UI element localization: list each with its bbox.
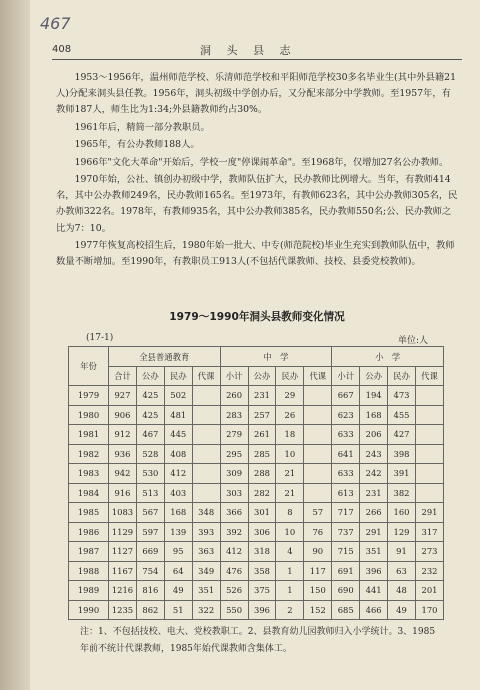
header-rule xyxy=(52,59,462,60)
value-cell: 285 xyxy=(248,444,276,464)
value-cell: 513 xyxy=(136,483,164,503)
value-cell: 481 xyxy=(164,405,192,425)
header-sub: 民办 xyxy=(388,367,416,386)
value-cell: 168 xyxy=(164,503,192,523)
value-cell: 231 xyxy=(360,483,388,503)
value-cell: 273 xyxy=(415,542,443,562)
value-cell: 916 xyxy=(109,483,137,503)
value-cell xyxy=(192,405,220,425)
value-cell: 467 xyxy=(136,425,164,445)
header-sub: 代课 xyxy=(415,367,443,386)
page-number: 408 xyxy=(52,44,72,55)
value-cell: 613 xyxy=(332,483,360,503)
value-cell: 396 xyxy=(360,561,388,581)
value-cell: 64 xyxy=(164,561,192,581)
value-cell: 927 xyxy=(109,386,137,406)
year-cell: 1982 xyxy=(69,444,109,464)
value-cell: 633 xyxy=(332,464,360,484)
header-sub: 小计 xyxy=(332,367,360,386)
value-cell: 21 xyxy=(276,464,304,484)
value-cell: 412 xyxy=(220,542,248,562)
value-cell xyxy=(415,444,443,464)
value-cell: 441 xyxy=(360,581,388,601)
value-cell: 283 xyxy=(220,405,248,425)
value-cell: 351 xyxy=(360,542,388,562)
value-cell: 291 xyxy=(360,522,388,542)
value-cell: 1216 xyxy=(109,581,137,601)
value-cell: 26 xyxy=(276,405,304,425)
value-cell: 715 xyxy=(332,542,360,562)
value-cell: 393 xyxy=(192,522,220,542)
value-cell: 18 xyxy=(276,425,304,445)
value-cell: 476 xyxy=(220,561,248,581)
year-cell: 1988 xyxy=(69,561,109,581)
value-cell: 49 xyxy=(388,600,416,620)
table-row xyxy=(69,503,444,523)
value-cell: 348 xyxy=(192,503,220,523)
value-cell: 129 xyxy=(388,522,416,542)
table-row xyxy=(69,425,444,445)
teacher-table xyxy=(68,346,444,620)
value-cell: 375 xyxy=(248,581,276,601)
paragraph: 1966年"文化大革命"开始后，学校一度"停课闹革命"。至1968年，仅增加27名公办教师。 xyxy=(74,156,449,168)
value-cell: 685 xyxy=(332,600,360,620)
value-cell: 4 xyxy=(276,542,304,562)
year-cell: 1979 xyxy=(69,386,109,406)
value-cell: 160 xyxy=(388,503,416,523)
value-cell: 139 xyxy=(164,522,192,542)
header-group-middle: 中 学 xyxy=(220,347,332,367)
handwritten-page-mark: 467 xyxy=(40,14,71,33)
value-cell: 528 xyxy=(136,444,164,464)
value-cell: 502 xyxy=(164,386,192,406)
table-row xyxy=(69,522,444,542)
value-cell: 1127 xyxy=(109,542,137,562)
value-cell: 117 xyxy=(304,561,332,581)
value-cell: 906 xyxy=(109,405,137,425)
header-sub: 公办 xyxy=(248,367,276,386)
value-cell: 412 xyxy=(164,464,192,484)
value-cell: 936 xyxy=(109,444,137,464)
value-cell: 425 xyxy=(136,405,164,425)
year-cell: 1989 xyxy=(69,581,109,601)
value-cell: 282 xyxy=(248,483,276,503)
value-cell: 1 xyxy=(276,581,304,601)
paragraph: 1953～1956年，温州师范学校、乐清师范学校和平阳师范学校30多名毕业生(其中外县籍21人)分配来洞头县任教。1956年，洞头初级中学创办后，又分配来部分中学教师。至1957年，有教师187人，师生比为1:34;外县籍教师约占30%。 xyxy=(56,72,456,116)
header-sub: 代课 xyxy=(304,367,332,386)
value-cell: 288 xyxy=(248,464,276,484)
value-cell: 63 xyxy=(388,561,416,581)
header-sub: 代课 xyxy=(192,367,220,386)
value-cell: 309 xyxy=(220,464,248,484)
value-cell xyxy=(415,386,443,406)
value-cell: 57 xyxy=(304,503,332,523)
header-group-primary: 小 学 xyxy=(332,347,444,367)
table-row xyxy=(69,600,444,620)
value-cell: 623 xyxy=(332,405,360,425)
value-cell: 152 xyxy=(304,600,332,620)
value-cell xyxy=(415,405,443,425)
value-cell: 10 xyxy=(276,522,304,542)
value-cell: 10 xyxy=(276,444,304,464)
header-sub: 民办 xyxy=(276,367,304,386)
table-row xyxy=(69,483,444,503)
value-cell: 232 xyxy=(415,561,443,581)
running-head: 洞 头 县 志 xyxy=(200,44,297,57)
paragraph: 1977年恢复高校招生后，1980年始一批大、中专(师范院校)毕业生充实到教师队伍中，教师数量不断增加。至1990年，有教职员工913人(不包括代课教师、技校、县委党校教师)。 xyxy=(56,239,455,268)
value-cell: 303 xyxy=(220,483,248,503)
value-cell: 526 xyxy=(220,581,248,601)
year-cell: 1981 xyxy=(69,425,109,445)
value-cell: 425 xyxy=(136,386,164,406)
table-row xyxy=(69,581,444,601)
value-cell: 912 xyxy=(109,425,137,445)
value-cell: 90 xyxy=(304,542,332,562)
value-cell: 260 xyxy=(220,386,248,406)
header-sub: 公办 xyxy=(136,367,164,386)
header-sub: 小计 xyxy=(220,367,248,386)
value-cell xyxy=(192,464,220,484)
year-cell: 1990 xyxy=(69,600,109,620)
value-cell: 737 xyxy=(332,522,360,542)
year-cell: 1980 xyxy=(69,405,109,425)
value-cell: 363 xyxy=(192,542,220,562)
value-cell: 391 xyxy=(388,464,416,484)
value-cell: 754 xyxy=(136,561,164,581)
value-cell: 257 xyxy=(248,405,276,425)
header-group-all: 全县普通教育 xyxy=(109,347,221,367)
value-cell: 597 xyxy=(136,522,164,542)
value-cell: 201 xyxy=(415,581,443,601)
value-cell: 243 xyxy=(360,444,388,464)
value-cell: 366 xyxy=(220,503,248,523)
year-cell: 1983 xyxy=(69,464,109,484)
value-cell: 21 xyxy=(276,483,304,503)
value-cell: 403 xyxy=(164,483,192,503)
table-unit: 单位:人 xyxy=(398,336,429,346)
table-number: (17-1) xyxy=(86,333,114,343)
value-cell: 717 xyxy=(332,503,360,523)
value-cell: 690 xyxy=(332,581,360,601)
table-row xyxy=(69,542,444,562)
value-cell: 8 xyxy=(276,503,304,523)
value-cell: 279 xyxy=(220,425,248,445)
value-cell: 76 xyxy=(304,522,332,542)
value-cell xyxy=(192,483,220,503)
value-cell: 669 xyxy=(136,542,164,562)
value-cell xyxy=(415,464,443,484)
table-row xyxy=(69,561,444,581)
table-title: 1979～1990年洞头县教师变化情况 xyxy=(169,311,345,323)
value-cell xyxy=(304,483,332,503)
value-cell: 242 xyxy=(360,464,388,484)
table-notes xyxy=(80,624,460,658)
value-cell: 408 xyxy=(164,444,192,464)
value-cell: 48 xyxy=(388,581,416,601)
value-cell: 301 xyxy=(248,503,276,523)
value-cell: 427 xyxy=(388,425,416,445)
value-cell: 530 xyxy=(136,464,164,484)
value-cell: 445 xyxy=(164,425,192,445)
value-cell xyxy=(304,444,332,464)
year-cell: 1985 xyxy=(69,503,109,523)
value-cell: 170 xyxy=(415,600,443,620)
header-sub: 合计 xyxy=(109,367,137,386)
value-cell: 550 xyxy=(220,600,248,620)
value-cell: 382 xyxy=(388,483,416,503)
value-cell: 306 xyxy=(248,522,276,542)
body-text xyxy=(56,70,458,272)
paragraph: 1965年，有公办教师188人。 xyxy=(74,139,200,151)
value-cell: 392 xyxy=(220,522,248,542)
value-cell: 95 xyxy=(164,542,192,562)
header-sub: 民办 xyxy=(164,367,192,386)
value-cell: 466 xyxy=(360,600,388,620)
value-cell: 29 xyxy=(276,386,304,406)
value-cell xyxy=(192,425,220,445)
value-cell: 942 xyxy=(109,464,137,484)
value-cell: 398 xyxy=(388,444,416,464)
paragraph: 1970年始，公社、镇创办初级中学，教师队伍扩大，民办教师比例增大。当年，有教师414名，其中公办教师249名，民办教师165名。至1973年，有教师623名，其中公办教师305名，民办教师322名。1978年，有教师935名，其中公办教师385名，民办教师550名;公、民办教师之比为7：10。 xyxy=(56,173,458,234)
paragraph: 1961年后，精简一部分教职员。 xyxy=(74,121,210,133)
value-cell: 691 xyxy=(332,561,360,581)
value-cell xyxy=(304,464,332,484)
note-line: 年前不统计代课教师，1985年始代课教师含集体工。 xyxy=(80,644,292,654)
value-cell xyxy=(192,444,220,464)
value-cell xyxy=(304,405,332,425)
value-cell: 261 xyxy=(248,425,276,445)
value-cell xyxy=(192,386,220,406)
value-cell: 266 xyxy=(360,503,388,523)
value-cell: 51 xyxy=(164,600,192,620)
value-cell: 816 xyxy=(136,581,164,601)
value-cell: 633 xyxy=(332,425,360,445)
table-row xyxy=(69,386,444,406)
value-cell: 455 xyxy=(388,405,416,425)
value-cell xyxy=(304,386,332,406)
value-cell: 1129 xyxy=(109,522,137,542)
value-cell: 194 xyxy=(360,386,388,406)
value-cell: 641 xyxy=(332,444,360,464)
year-cell: 1984 xyxy=(69,483,109,503)
table-row xyxy=(69,464,444,484)
note-line: 注：1、不包括技校、电大、党校教职工。2、县教育幼儿园教师归入小学统计。3、1985 xyxy=(80,627,436,637)
value-cell: 317 xyxy=(415,522,443,542)
value-cell: 1235 xyxy=(109,600,137,620)
header-year: 年份 xyxy=(69,347,109,386)
value-cell: 168 xyxy=(360,405,388,425)
table-row xyxy=(69,405,444,425)
year-cell: 1987 xyxy=(69,542,109,562)
value-cell: 49 xyxy=(164,581,192,601)
table-row xyxy=(69,444,444,464)
value-cell xyxy=(415,483,443,503)
value-cell: 349 xyxy=(192,561,220,581)
value-cell xyxy=(415,425,443,445)
value-cell: 322 xyxy=(192,600,220,620)
value-cell: 1167 xyxy=(109,561,137,581)
value-cell: 1 xyxy=(276,561,304,581)
value-cell xyxy=(304,425,332,445)
value-cell: 318 xyxy=(248,542,276,562)
value-cell: 358 xyxy=(248,561,276,581)
value-cell: 667 xyxy=(332,386,360,406)
year-cell: 1986 xyxy=(69,522,109,542)
value-cell: 2 xyxy=(276,600,304,620)
binding-gutter xyxy=(0,0,30,690)
value-cell: 567 xyxy=(136,503,164,523)
value-cell: 150 xyxy=(304,581,332,601)
value-cell: 351 xyxy=(192,581,220,601)
value-cell: 473 xyxy=(388,386,416,406)
header-sub: 公办 xyxy=(360,367,388,386)
value-cell: 206 xyxy=(360,425,388,445)
value-cell: 291 xyxy=(415,503,443,523)
value-cell: 91 xyxy=(388,542,416,562)
value-cell: 1083 xyxy=(109,503,137,523)
value-cell: 231 xyxy=(248,386,276,406)
value-cell: 862 xyxy=(136,600,164,620)
value-cell: 295 xyxy=(220,444,248,464)
value-cell: 396 xyxy=(248,600,276,620)
